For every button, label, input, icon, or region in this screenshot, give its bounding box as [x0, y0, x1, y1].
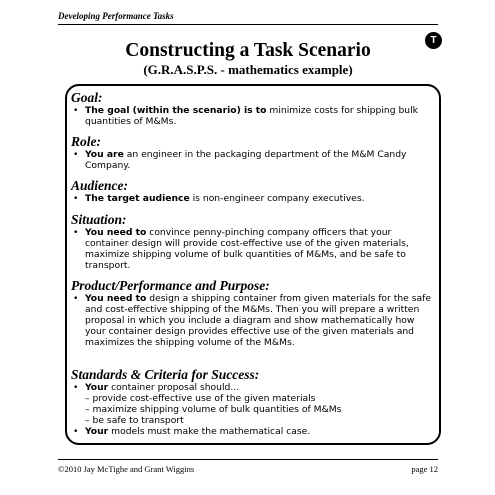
audience-list [71, 193, 435, 204]
situation-list [71, 227, 435, 271]
list-item [71, 293, 435, 348]
goal-list [71, 105, 435, 127]
situation-heading: Situation: [71, 212, 127, 227]
copyright-text: ©2010 Jay McTighe and Grant Wiggins [58, 464, 195, 474]
item-text: an engineer in the packaging department of the M&M Candy Company. [85, 149, 407, 171]
product-section [71, 279, 435, 348]
product-list [71, 293, 435, 348]
situation-section [71, 213, 435, 271]
item-lead: Your [85, 382, 109, 393]
product-heading: Product/Performance and Purpose: [71, 278, 270, 293]
standards-heading: Standards & Criteria for Success: [71, 367, 260, 382]
item-text: design a shipping container from given materials for the safe and cost-effective shipping of the M&Ms. Then you will prepare a written proposal in which you include a diagram and show mathematically how your container design provides effective use of the given materials and maximizes the shipping volume of the M&Ms. [85, 293, 432, 348]
section-badge: T [425, 32, 442, 49]
standards-section [71, 368, 435, 437]
role-list [71, 149, 435, 171]
role-heading: Role: [71, 134, 101, 149]
list-item [71, 227, 435, 271]
sub-item: – be safe to transport [85, 415, 184, 426]
sub-item: – provide cost-effective use of the given materials [85, 393, 316, 404]
item-text: convince penny-pinching company officers that your container design will provide cost-effective use of the given materials, maximize shipping volume of bulk quantities of M&Ms, and be safe to transport. [85, 227, 409, 271]
audience-heading: Audience: [71, 178, 128, 193]
item-text: container proposal should... [108, 382, 240, 393]
item-lead: You need to [85, 293, 147, 304]
sub-item: – maximize shipping volume of bulk quantities of M&Ms [85, 404, 342, 415]
page-number: page 12 [411, 464, 438, 474]
goal-section [71, 91, 435, 127]
item-text: is non-engineer company executives. [189, 193, 365, 204]
goal-heading: Goal: [71, 90, 103, 105]
standards-list [71, 382, 435, 437]
role-section [71, 135, 435, 171]
item-lead: You are [85, 149, 124, 160]
list-item [71, 105, 435, 127]
list-item [71, 382, 435, 393]
page-footer [58, 459, 438, 474]
list-item [71, 193, 435, 204]
item-text: minimize costs for shipping bulk quantities of M&Ms. [85, 105, 418, 127]
item-lead: The goal (within the scenario) is to [85, 105, 267, 116]
list-item [71, 426, 435, 437]
page-title: Constructing a Task Scenario [125, 40, 371, 61]
audience-section [71, 179, 435, 204]
item-text: models must make the mathematical case. [108, 426, 311, 437]
item-lead: Your [85, 426, 109, 437]
item-lead: The target audience [85, 193, 190, 204]
running-head: Developing Performance Tasks [58, 11, 438, 25]
list-item [71, 149, 435, 171]
page-subtitle: (G.R.A.S.P.S. - mathematics example) [143, 62, 353, 77]
item-lead: You need to [85, 227, 147, 238]
